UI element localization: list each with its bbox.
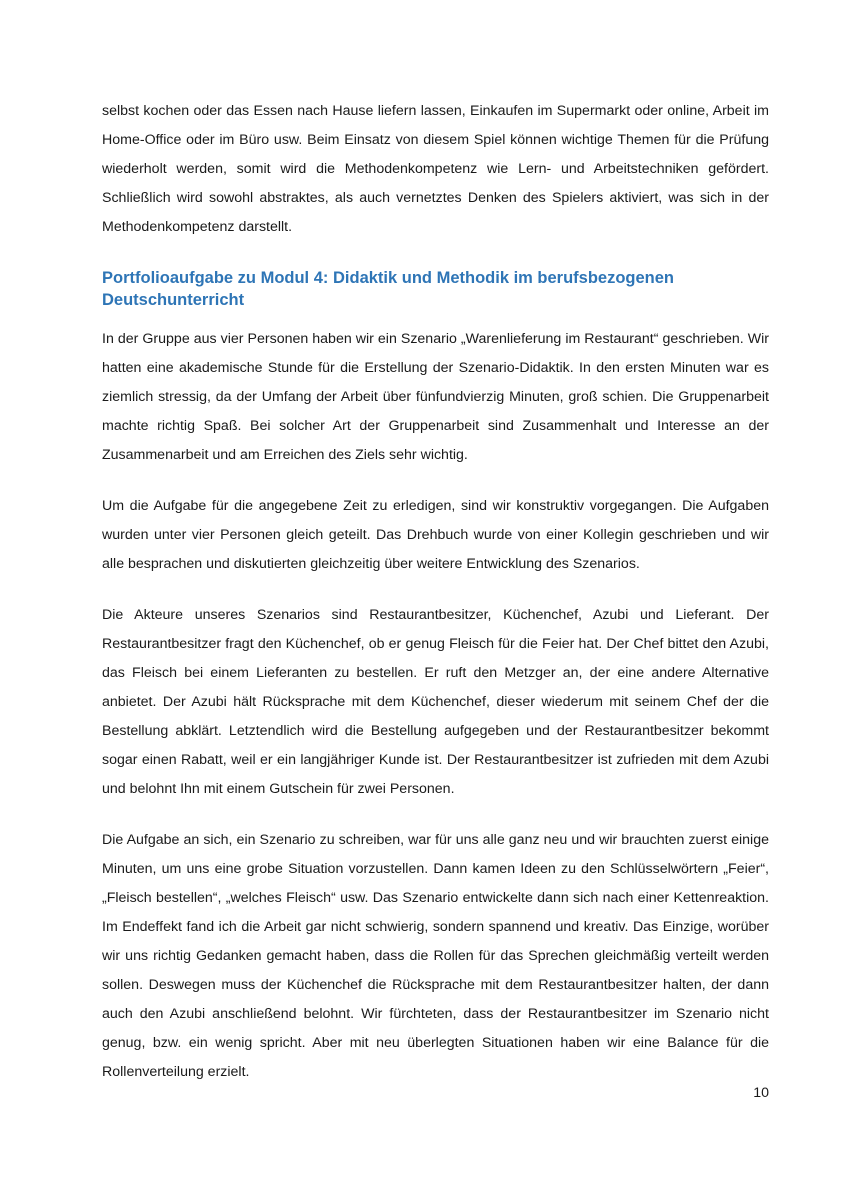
intro-paragraph: selbst kochen oder das Essen nach Hause liefern lassen, Einkaufen im Supermarkt oder online, Arbeit im Home-Office oder im Büro usw. Beim Einsatz von diesem Spiel können wichtige Themen für die Prüfung wiederholt werden, somit wird die Methodenkompetenz wie Lern- und Arbeitstechniken gefördert. Schließlich wird sowohl abstraktes, als auch vernetztes Denken des Spielers aktiviert, was sich in der Methodenkompetenz darstellt. (102, 103, 769, 235)
page-number: 10 (753, 1085, 769, 1101)
document-body (102, 97, 769, 1087)
section-heading: Portfolioaufgabe zu Modul 4: Didaktik und Methodik im berufsbezogenen Deutschunterricht (102, 269, 675, 309)
paragraph-reflection: Die Aufgabe an sich, ein Szenario zu schreiben, war für uns alle ganz neu und wir brauchten zuerst einige Minuten, um uns eine grobe Situation vorzustellen. Dann kamen Ideen zu den Schlüsselwörtern „Feier“, „Fleisch bestellen“, „welches Fleisch“ usw. Das Szenario entwickelte dann sich nach einer Kettenreaktion. Im Endeffekt fand ich die Arbeit gar nicht schwierig, sondern spannend und kreativ. Das Einzige, worüber wir uns richtig Gedanken gemacht haben, dass die Rollen für das Sprechen gleichmäßig verteilt werden sollen. Deswegen muss der Küchenchef die Rücksprache mit dem Restaurantbesitzer halten, der dann auch den Azubi anschließend belohnt. Wir fürchteten, dass der Restaurantbesitzer im Szenario nicht genug, bzw. ein wenig spricht. Aber mit neu überlegten Situationen haben wir eine Balance für die Rollenverteilung erzielt. (102, 832, 769, 1080)
paragraph-approach: Um die Aufgabe für die angegebene Zeit zu erledigen, sind wir konstruktiv vorgegangen. Die Aufgaben wurden unter vier Personen gleich geteilt. Das Drehbuch wurde von einer Kollegin geschrieben und wir alle besprachen und diskutierten gleichzeitig über weitere Entwicklung des Szenarios. (102, 498, 769, 572)
paragraph-actors: Die Akteure unseres Szenarios sind Restaurantbesitzer, Küchenchef, Azubi und Lieferant. Der Restaurantbesitzer fragt den Küchenchef, ob er genug Fleisch für die Feier hat. Der Chef bittet den Azubi, das Fleisch bei einem Lieferanten zu bestellen. Er ruft den Metzger an, der eine andere Alternative anbietet. Der Azubi hält Rücksprache mit dem Küchenchef, dieser wiederum mit seinem Chef der die Bestellung abklärt. Letztendlich wird die Bestellung aufgegeben und der Restaurantbesitzer bekommt sogar einen Rabatt, weil er ein langjähriger Kunde ist. Der Restaurantbesitzer ist zufrieden mit dem Azubi und belohnt Ihn mit einem Gutschein für zwei Personen. (102, 607, 769, 797)
paragraph-group-work: In der Gruppe aus vier Personen haben wir ein Szenario „Warenlieferung im Restaurant“ geschrieben. Wir hatten eine akademische Stunde für die Erstellung der Szenario-Didaktik. In den ersten Minuten war es ziemlich stressig, da der Umfang der Arbeit über fünfundvierzig Minuten, groß schien. Die Gruppenarbeit machte richtig Spaß. Bei solcher Art der Gruppenarbeit sind Zusammenhalt und Interesse an der Zusammenarbeit und am Erreichen des Ziels sehr wichtig. (102, 331, 769, 463)
